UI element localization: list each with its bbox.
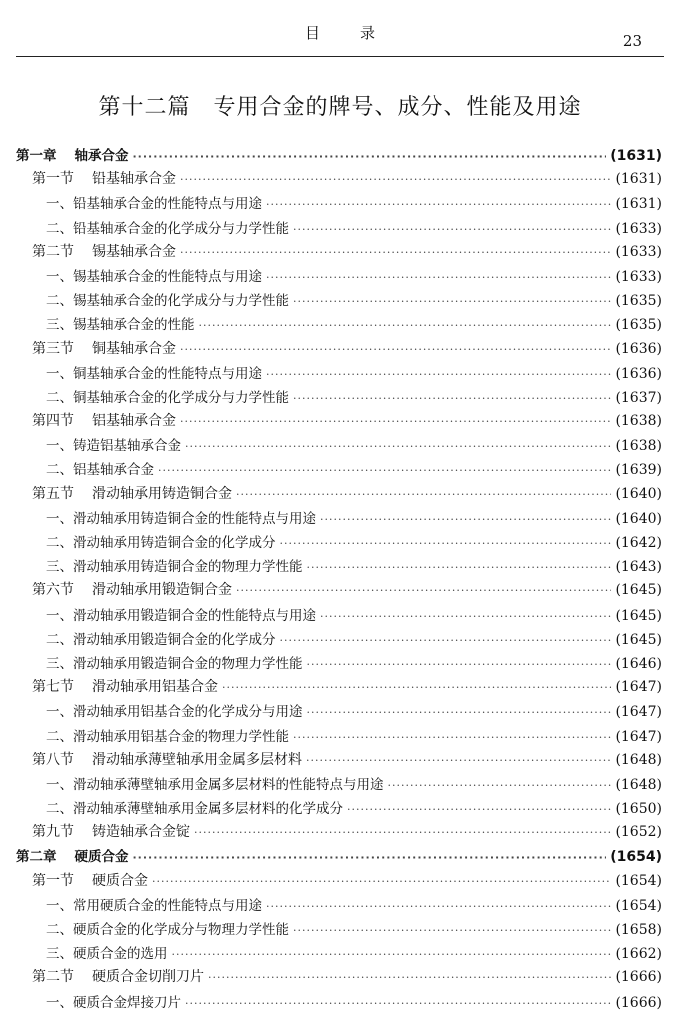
- toc-entry-section: [16, 168, 662, 192]
- toc-entry-title: 轴承合金: [74, 148, 129, 164]
- toc-entry-title: 滑动轴承用锻造铜合金的物理力学性能: [73, 655, 303, 672]
- toc-entry-item: [16, 894, 662, 918]
- toc-entry-item: [16, 362, 662, 386]
- toc-entry-page: (1640): [615, 485, 662, 502]
- leader-dots: [293, 731, 611, 744]
- toc-entry-title: 滑动轴承用铸造铜合金的物理力学性能: [73, 559, 303, 576]
- leader-dots: [320, 513, 611, 526]
- toc-entry-title: 滑动轴承用铝基合金的化学成分与用途: [73, 704, 303, 721]
- leader-dots: [280, 537, 612, 550]
- toc-entry-page: (1647): [615, 728, 662, 745]
- toc-entry-page: (1637): [615, 389, 662, 406]
- toc-entry-number: 第二章: [16, 849, 57, 866]
- toc-entry-section: [16, 410, 662, 434]
- toc-entry-title: 硬质合金的选用: [73, 946, 168, 963]
- leader-dots: [280, 634, 612, 647]
- leader-dots: [180, 246, 611, 259]
- leader-dots: [320, 610, 611, 623]
- toc-entry-title: 锡基轴承合金: [92, 243, 176, 260]
- toc-entry-item: [16, 531, 662, 555]
- toc-entry-page: (1647): [615, 704, 662, 721]
- toc-entry-number: 第八节: [32, 751, 74, 768]
- toc-entry-title: 硬质合金焊接刀片: [73, 994, 181, 1011]
- header-title: 目录: [304, 24, 415, 42]
- toc-entry-page: (1642): [615, 535, 662, 551]
- toc-entry-item: [16, 289, 662, 313]
- leader-dots: [133, 851, 607, 864]
- toc-entry-number: 一、: [46, 776, 73, 793]
- toc-entry-page: (1633): [615, 243, 662, 260]
- toc-entry-chapter: [16, 144, 662, 168]
- toc-entry-page: (1654): [615, 872, 662, 889]
- toc-entry-number: 三、: [46, 317, 73, 334]
- leader-dots: [194, 826, 611, 839]
- toc-entry-number: 三、: [46, 946, 73, 963]
- toc-entry-number: 三、: [46, 559, 73, 576]
- leader-dots: [172, 948, 612, 961]
- toc-entry-title: 铜基轴承合金: [92, 340, 176, 357]
- toc-entry-page: (1645): [615, 582, 662, 599]
- toc-entry-title: 铜基轴承合金的性能特点与用途: [73, 365, 262, 382]
- toc-entry-page: (1636): [615, 340, 662, 357]
- toc-entry-page: (1652): [615, 824, 662, 841]
- toc-entry-title: 滑动轴承薄壁轴承用金属多层材料的化学成分: [73, 801, 343, 818]
- toc-entry-item: [16, 773, 662, 797]
- toc-entry-title: 铝基轴承合金: [73, 462, 154, 479]
- toc-entry-number: 第五节: [32, 485, 74, 502]
- toc-entry-item: [16, 217, 662, 241]
- leader-dots: [208, 971, 611, 984]
- toc-entry-page: (1654): [610, 849, 662, 866]
- toc-entry-item: [16, 458, 662, 482]
- toc-entry-section: [16, 966, 662, 990]
- toc-entry-title: 硬质合金: [92, 872, 148, 889]
- toc-entry-item: [16, 507, 662, 531]
- leader-dots: [307, 561, 612, 574]
- toc-entry-number: 二、: [46, 220, 73, 237]
- leader-dots: [180, 343, 611, 356]
- toc-entry-page: (1646): [615, 655, 662, 672]
- toc-entry-page: (1650): [615, 801, 662, 818]
- toc-entry-number: 一、: [46, 510, 73, 527]
- toc-entry-number: 二、: [46, 293, 73, 310]
- toc-entry-section: [16, 676, 662, 700]
- toc-entry-item: [16, 386, 662, 410]
- leader-dots: [293, 392, 611, 405]
- toc-entry-item: [16, 628, 662, 652]
- toc-entry-title: 滑动轴承用铸造铜合金的化学成分: [73, 535, 276, 551]
- leader-dots: [180, 173, 611, 186]
- toc-entry-number: 二、: [46, 462, 73, 479]
- leader-dots: [266, 271, 611, 284]
- toc-entry-item: [16, 942, 662, 966]
- toc-entry-section: [16, 241, 662, 265]
- toc-entry-page: (1666): [615, 969, 662, 986]
- toc-entry-section: [16, 870, 662, 894]
- toc-entry-title: 硬质合金的化学成分与物理力学性能: [73, 922, 289, 938]
- toc-entry-title: 滑动轴承薄壁轴承用金属多层材料的性能特点与用途: [73, 776, 384, 793]
- page-number: 23: [622, 32, 642, 50]
- toc-entry-page: (1638): [615, 413, 662, 430]
- toc-entry-page: (1635): [615, 293, 662, 310]
- leader-dots: [185, 440, 611, 453]
- leader-dots: [236, 584, 611, 597]
- leader-dots: [199, 319, 612, 332]
- toc-entry-title: 硬质合金切削刀片: [92, 969, 204, 986]
- toc-entry-title: 硬质合金: [74, 849, 129, 866]
- toc-entry-title: 铅基轴承合金: [92, 171, 176, 188]
- toc-entry-number: 一、: [46, 897, 73, 914]
- toc-entry-title: 滑动轴承薄壁轴承用金属多层材料: [92, 751, 302, 768]
- toc-entry-section: [16, 579, 662, 603]
- toc-entry-title: 铝基轴承合金: [92, 413, 176, 430]
- toc-entry-item: [16, 918, 662, 942]
- toc-entry-title: 铸造轴承合金锭: [92, 824, 190, 841]
- toc-entry-number: 第二节: [32, 969, 74, 986]
- toc-entry-number: 一、: [46, 704, 73, 721]
- leader-dots: [133, 150, 607, 163]
- toc-entry-title: 铜基轴承合金的化学成分与力学性能: [73, 389, 289, 406]
- toc-entry-number: 一、: [46, 607, 73, 624]
- toc-entry-item: [16, 700, 662, 724]
- toc-entry-section: [16, 483, 662, 507]
- toc-entry-title: 滑动轴承用铸造铜合金的性能特点与用途: [73, 510, 316, 527]
- leader-dots: [307, 658, 612, 671]
- toc-entry-page: (1643): [615, 559, 662, 576]
- toc-entry-number: 第一节: [32, 171, 74, 188]
- toc-entry-number: 第二节: [32, 243, 74, 260]
- toc-entry-title: 滑动轴承用锻造铜合金: [92, 582, 232, 599]
- toc-entry-page: (1635): [615, 317, 662, 334]
- leader-dots: [222, 681, 611, 694]
- leader-dots: [180, 415, 611, 428]
- toc-entry-page: (1648): [615, 751, 662, 768]
- toc-entry-item: [16, 313, 662, 337]
- toc-entry-number: 一、: [46, 268, 73, 285]
- toc-entry-page: (1662): [615, 946, 662, 963]
- toc-entry-page: (1633): [615, 268, 662, 285]
- table-of-contents: [16, 144, 662, 1015]
- toc-entry-item: [16, 797, 662, 821]
- leader-dots: [266, 900, 611, 913]
- toc-entry-page: (1658): [615, 922, 662, 938]
- toc-entry-item: [16, 991, 662, 1015]
- toc-entry-section: [16, 749, 662, 773]
- toc-entry-number: 第一节: [32, 872, 74, 889]
- toc-entry-item: [16, 555, 662, 579]
- toc-entry-title: 滑动轴承用锻造铜合金的性能特点与用途: [73, 607, 316, 624]
- toc-entry-number: 一、: [46, 365, 73, 382]
- toc-entry-section: [16, 338, 662, 362]
- toc-entry-page: (1654): [615, 897, 662, 914]
- toc-entry-page: (1631): [615, 171, 662, 188]
- toc-entry-title: 铅基轴承合金的性能特点与用途: [73, 196, 262, 213]
- leader-dots: [266, 368, 611, 381]
- toc-entry-number: 二、: [46, 535, 73, 551]
- toc-entry-title: 滑动轴承用铝基合金的物理力学性能: [73, 728, 289, 745]
- leader-dots: [266, 198, 611, 211]
- leader-dots: [185, 997, 611, 1010]
- toc-entry-section: [16, 821, 662, 845]
- toc-entry-number: 第四节: [32, 413, 74, 430]
- toc-entry-page: (1648): [615, 776, 662, 793]
- leader-dots: [152, 875, 611, 888]
- toc-entry-number: 二、: [46, 389, 73, 406]
- toc-entry-number: 三、: [46, 655, 73, 672]
- toc-entry-title: 锡基轴承合金的化学成分与力学性能: [73, 293, 289, 310]
- part-title: 第十二篇 专用合金的牌号、成分、性能及用途: [98, 95, 582, 120]
- toc-entry-number: 二、: [46, 728, 73, 745]
- leader-dots: [388, 779, 612, 792]
- toc-entry-chapter: [16, 845, 662, 869]
- leader-dots: [293, 924, 611, 937]
- toc-entry-page: (1666): [615, 994, 662, 1011]
- toc-entry-page: (1640): [615, 510, 662, 527]
- toc-entry-number: 二、: [46, 801, 73, 818]
- toc-entry-number: 二、: [46, 922, 73, 938]
- toc-entry-number: 第九节: [32, 824, 74, 841]
- toc-entry-title: 铅基轴承合金的化学成分与力学性能: [73, 220, 289, 237]
- toc-entry-page: (1645): [615, 607, 662, 624]
- leader-dots: [306, 754, 611, 767]
- toc-entry-page: (1647): [615, 679, 662, 696]
- toc-entry-number: 第七节: [32, 679, 74, 696]
- toc-entry-page: (1633): [615, 220, 662, 237]
- toc-entry-item: [16, 652, 662, 676]
- leader-dots: [307, 706, 612, 719]
- toc-entry-page: (1636): [615, 365, 662, 382]
- toc-entry-title: 滑动轴承用锻造铜合金的化学成分: [73, 631, 276, 648]
- toc-entry-item: [16, 725, 662, 749]
- toc-entry-item: [16, 434, 662, 458]
- toc-entry-number: 二、: [46, 631, 73, 648]
- toc-entry-number: 第一章: [16, 148, 57, 164]
- toc-entry-item: [16, 192, 662, 216]
- toc-entry-page: (1639): [615, 462, 662, 479]
- toc-entry-title: 滑动轴承用铸造铜合金: [92, 485, 232, 502]
- toc-entry-title: 滑动轴承用铝基合金: [92, 679, 218, 696]
- toc-entry-number: 一、: [46, 438, 73, 455]
- toc-entry-page: (1638): [615, 438, 662, 455]
- toc-entry-page: (1631): [610, 148, 662, 164]
- leader-dots: [293, 223, 611, 236]
- toc-entry-title: 锡基轴承合金的性能: [73, 317, 195, 334]
- toc-entry-page: (1631): [615, 196, 662, 213]
- toc-entry-title: 常用硬质合金的性能特点与用途: [73, 897, 262, 914]
- running-header: [16, 0, 664, 57]
- toc-entry-title: 铸造铝基轴承合金: [73, 438, 181, 455]
- toc-entry-title: 锡基轴承合金的性能特点与用途: [73, 268, 262, 285]
- leader-dots: [236, 488, 611, 501]
- toc-entry-number: 第三节: [32, 340, 74, 357]
- toc-entry-number: 一、: [46, 994, 73, 1011]
- toc-entry-number: 第六节: [32, 582, 74, 599]
- toc-entry-number: 一、: [46, 196, 73, 213]
- toc-entry-item: [16, 604, 662, 628]
- leader-dots: [158, 464, 611, 477]
- leader-dots: [293, 295, 611, 308]
- leader-dots: [347, 803, 611, 816]
- toc-entry-page: (1645): [615, 631, 662, 648]
- toc-entry-item: [16, 265, 662, 289]
